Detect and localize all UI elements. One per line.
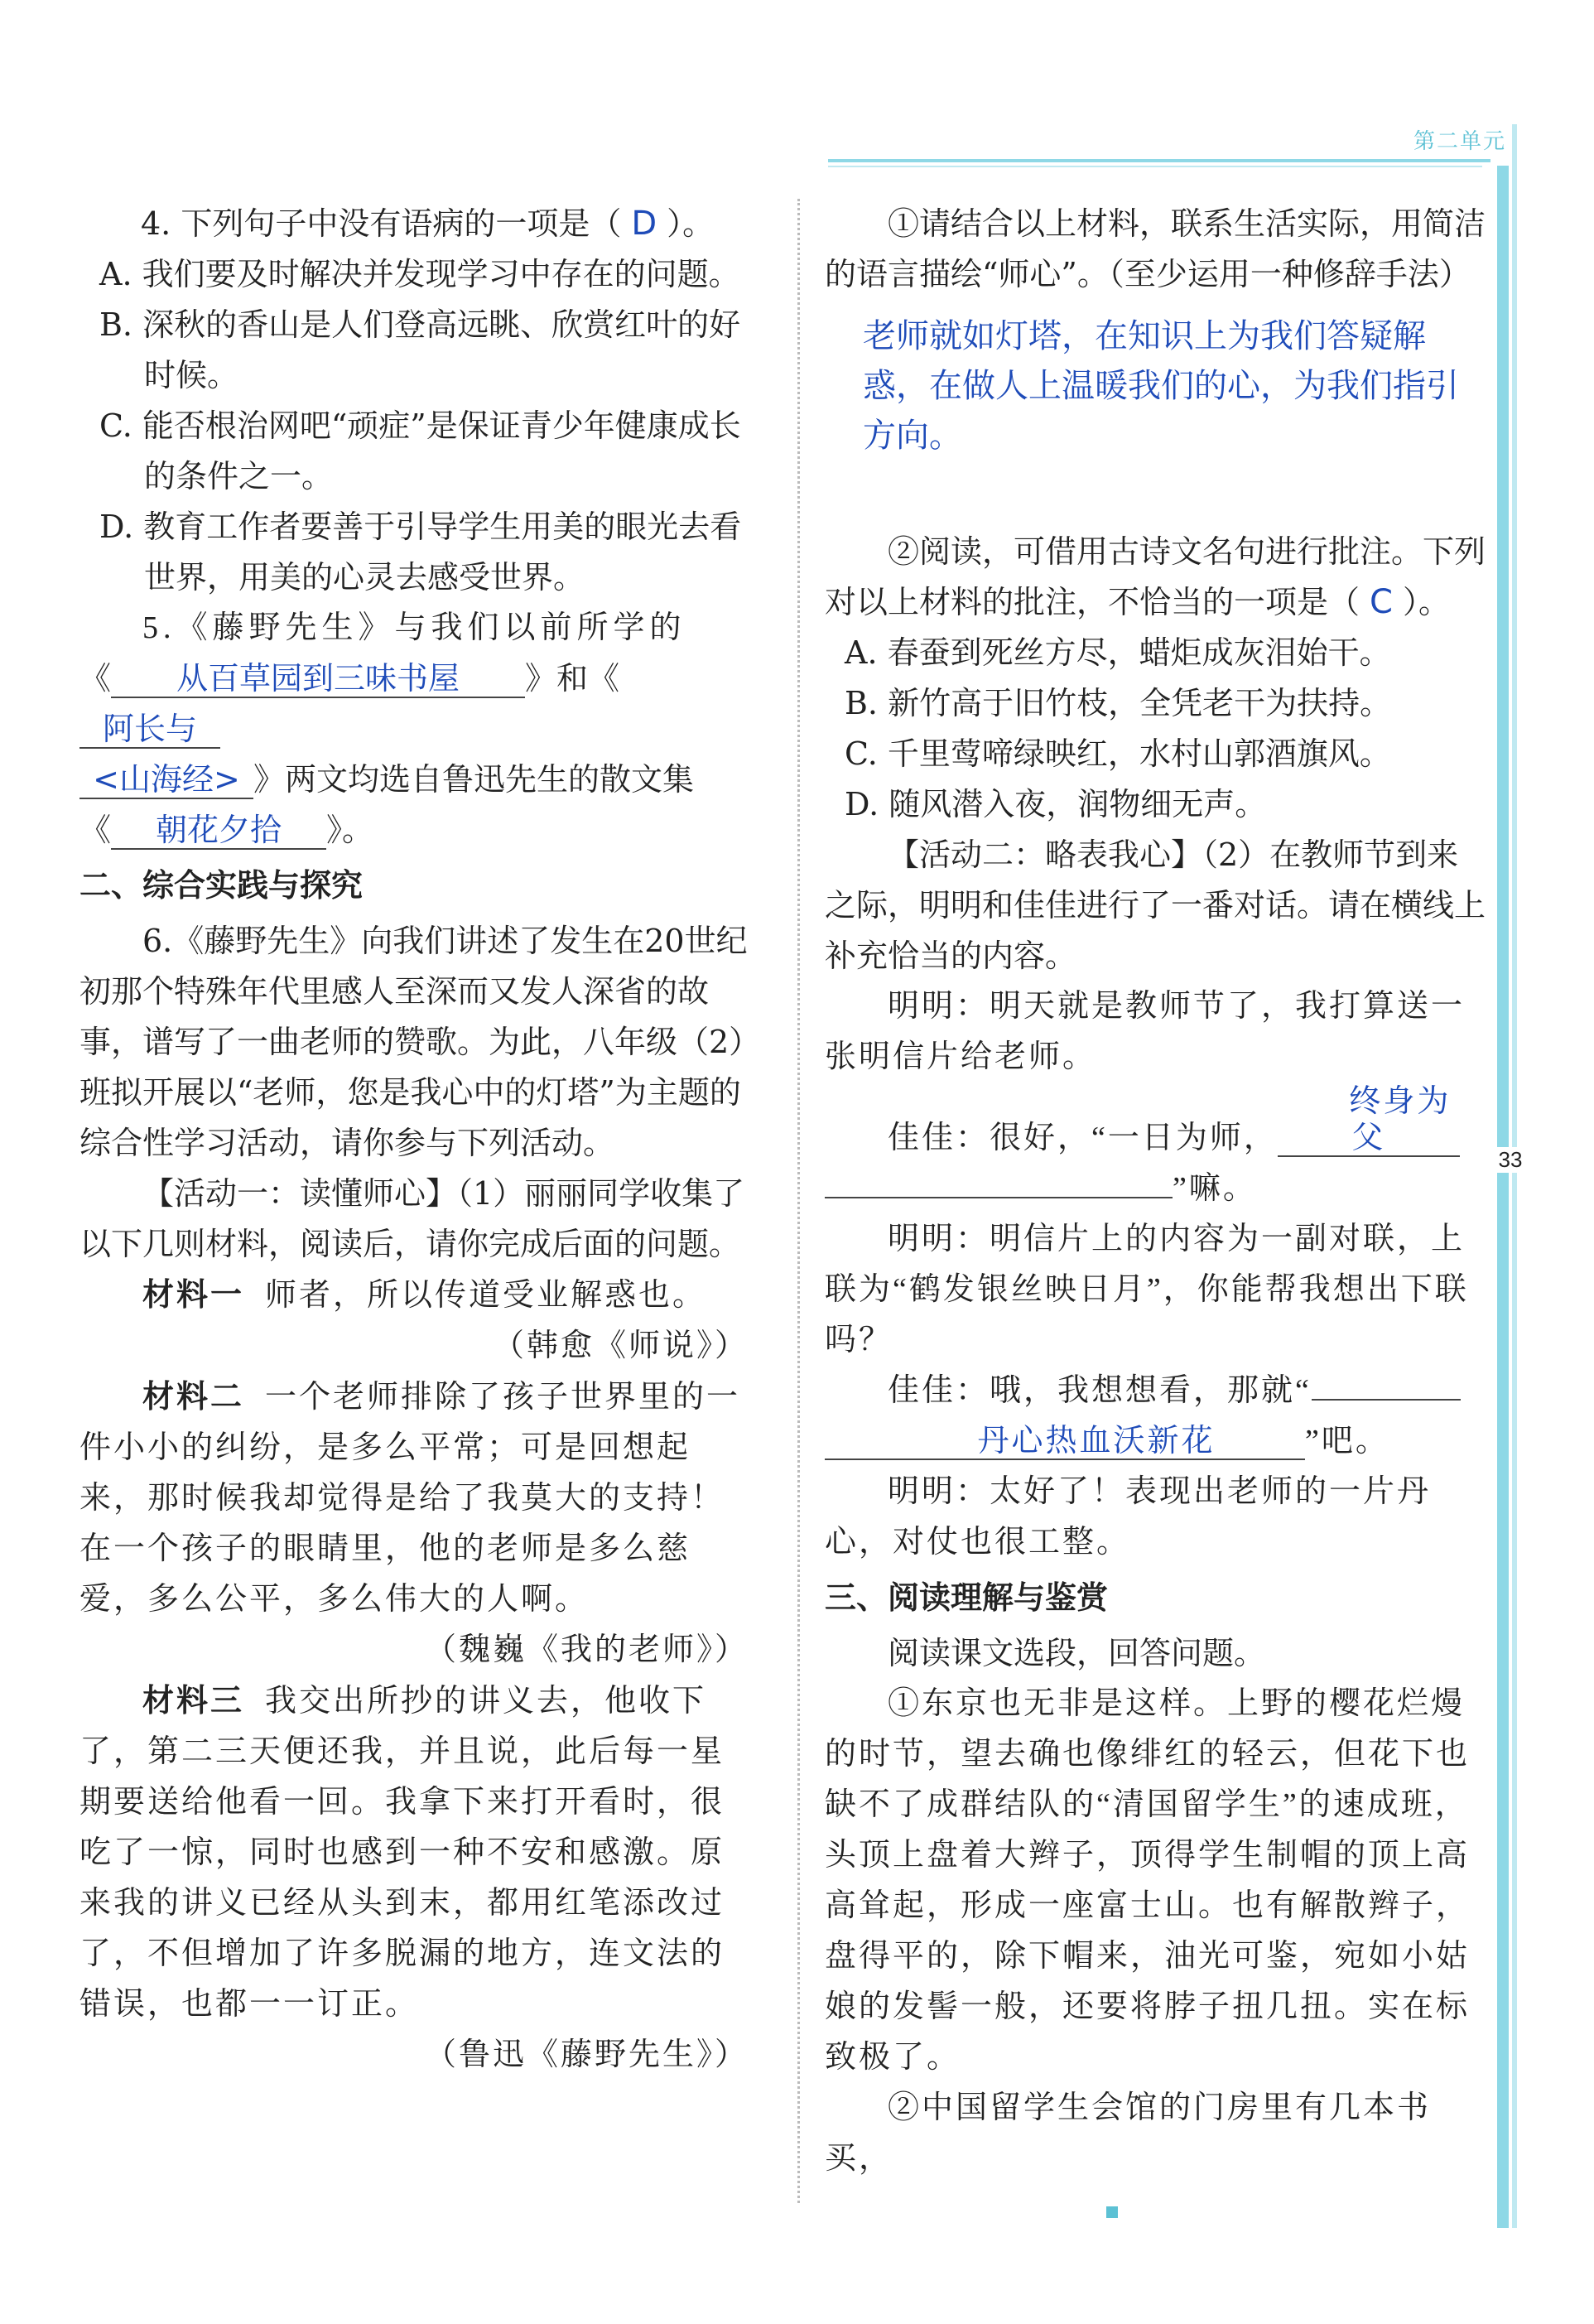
right-margin-bar bbox=[1497, 166, 1509, 2228]
unit-label: 第二单元 bbox=[1413, 129, 1506, 154]
activity-1: 【活动一：读懂师心】（1）丽丽同学收集了以下几则材料，阅读后，请你完成后面的问题。 bbox=[79, 1175, 745, 1262]
question-4-text: 4. 下列句子中没有语病的一项是（ bbox=[141, 205, 622, 242]
bracket-open-2: 《 bbox=[79, 812, 112, 848]
question-4-option-c: C. 能否根治网吧“顽症”是保证青少年健康成长的条件之一。 bbox=[99, 407, 741, 494]
activity-2: 【活动二：略表我心】（2）在教师节到来之际，明明和佳佳进行了一番对话。请在横线上补充恰当的内容。 bbox=[825, 837, 1486, 974]
dialog-3: 明明：明信片上的内容为一副对联，上联为“鹤发银丝映日月”，你能帮我想出下联吗？ bbox=[825, 1222, 1469, 1357]
reading-paragraph-1: ①东京也无非是这样。上野的樱花烂熳的时节，望去确也像绯红的轻云，但花下也缺不了成群结队的“清国留学生”的速成班，头顶上盘着大辫子，顶得学生制帽的顶上高高耸起，形成一座富士山。也有解散辫子，盘得平的，除下帽来，油光可鉴，宛如小姑娘的发髻一般，还要将脖子扭几扭。实在标致极了。 bbox=[825, 1686, 1471, 2075]
question-4-answer: D bbox=[631, 205, 657, 243]
question-6-intro: 6.《藤野先生》向我们讲述了发生在20世纪初那个特殊年代里感人至深而又发人深省的故事，谱写了一曲老师的赞歌。为此，八年级（2）班拟开展以“老师，您是我心中的灯塔”为主题的综合性学习活动，请你参与下列活动。 bbox=[79, 923, 748, 1161]
sub-question-1-answer: 老师就如灯塔，在知识上为我们答疑解惑，在做人上温暖我们的心，为我们指引方向。 bbox=[863, 317, 1459, 455]
bracket-open: 《 bbox=[79, 660, 112, 697]
sub-question-2-option-c: C. 千里莺啼绿映红，水村山郭酒旗风。 bbox=[845, 735, 1391, 772]
question-5-line2 bbox=[79, 653, 749, 755]
sub-question-2-option-b: B. 新竹高于旧竹枝，全凭老干为扶持。 bbox=[845, 685, 1392, 721]
page-number: 33 bbox=[1494, 1147, 1527, 1173]
question-4-close: ）。 bbox=[667, 205, 715, 242]
material-2-text: 一个老师排除了孩子世界里的一件小小的纠纷，是多么平常；可是回想起来，那时候我却觉得是给了我莫大的支持！在一个孩子的眼睛里，他的老师是多么慈爱，多么公平，多么伟大的人啊。 bbox=[79, 1380, 741, 1617]
dialog-1: 明明：明天就是教师节了，我打算送一张明信片给老师。 bbox=[825, 989, 1466, 1074]
question-5-line1: 5.《藤野先生》与我们以前所学的 bbox=[142, 610, 686, 645]
answer-blank-2: 阿长与 bbox=[79, 711, 220, 749]
dialog-2-blank-continued bbox=[825, 1197, 1173, 1198]
material-2 bbox=[79, 1372, 749, 1625]
dialog-4-blank-start bbox=[1312, 1399, 1461, 1401]
material-1 bbox=[79, 1270, 749, 1321]
question-4-option-b: B. 深秋的香山是人们登高远眺、欣赏红叶的好时候。 bbox=[99, 306, 741, 393]
dialog-4 bbox=[825, 1366, 1487, 1467]
answer-blank-1: 从百草园到三味书屋 bbox=[111, 660, 525, 698]
dialog-2-text: 佳佳：很好，“一日为师， bbox=[888, 1121, 1278, 1155]
dialog-2 bbox=[825, 1082, 1487, 1214]
answer-blank-3: <山海经> bbox=[79, 761, 253, 799]
material-3-text: 我交出所抄的讲义去，他收下了，第二三天便还我，并且说，此后每一星期要送给他看一回。我拿下来打开看时，很吃了一惊，同时也感到一种不安和感激。原来我的讲义已经从头到末，都用红笔添改过了，不但增加了许多脱漏的地方，连文法的错误，也都一一订正。 bbox=[79, 1684, 725, 2022]
question-5-tail: 》两文均选自鲁迅先生的散文集 bbox=[253, 761, 695, 798]
question-5-line3 bbox=[79, 755, 749, 805]
sub-question-1: ①请结合以上材料，联系生活实际，用简洁的语言描绘“师心”。（至少运用一种修辞手法） bbox=[825, 205, 1486, 292]
right-column bbox=[825, 199, 1487, 2184]
dialog-4-close: ”吧。 bbox=[1305, 1424, 1389, 1459]
section-3-intro: 阅读课文选段，回答问题。 bbox=[888, 1635, 1266, 1671]
reading-paragraph-2: ②中国留学生会馆的门房里有几本书买， bbox=[825, 2090, 1432, 2176]
section-3-title: 三、阅读理解与鉴赏 bbox=[825, 1579, 1109, 1616]
sub-question-2-close: ）。 bbox=[1402, 584, 1450, 620]
material-2-label: 材料二 bbox=[142, 1378, 245, 1415]
sub-question-2-option-d: D. 随风潜入夜，润物细无声。 bbox=[845, 786, 1267, 822]
sub-question-2-answer: C bbox=[1370, 583, 1393, 621]
material-3-label: 材料三 bbox=[142, 1682, 245, 1719]
bracket-mid: 》和《 bbox=[525, 660, 620, 697]
header-rule-thin bbox=[828, 166, 1482, 167]
sub-question-2-text: ②阅读，可借用古诗文名句进行批注。下列对以上材料的批注，不恰当的一项是（ bbox=[825, 533, 1486, 620]
material-1-text: 师者，所以传道受业解惑也。 bbox=[265, 1278, 707, 1313]
bracket-close: 》。 bbox=[326, 812, 374, 848]
dialog-2-close: ”嘛。 bbox=[1173, 1171, 1257, 1206]
question-5-line4 bbox=[79, 805, 749, 856]
sub-question-2 bbox=[825, 527, 1487, 628]
column-divider bbox=[797, 199, 800, 2203]
section-2-title: 二、综合实践与探究 bbox=[79, 867, 364, 904]
material-1-label: 材料一 bbox=[142, 1276, 245, 1313]
left-column bbox=[79, 199, 749, 2081]
answer-blank-4: 朝花夕拾 bbox=[111, 812, 326, 850]
dialog-4-answer-blank: 丹心热血沃新花 bbox=[825, 1422, 1305, 1460]
question-4-stem bbox=[79, 199, 749, 249]
question-4-option-a: A. 我们要及时解决并发现学习中存在的问题。 bbox=[99, 256, 740, 292]
material-2-source: （魏巍《我的老师》） bbox=[424, 1632, 749, 1667]
material-1-source: （韩愈《师说》） bbox=[492, 1328, 749, 1363]
question-4-option-d: D. 教育工作者要善于引导学生用美的眼光去看世界，用美的心灵去感受世界。 bbox=[99, 509, 742, 595]
material-3-source: （鲁迅《藤野先生》） bbox=[424, 2037, 749, 2072]
dialog-5: 明明：太好了！表现出老师的一片丹心，对仗也很工整。 bbox=[825, 1474, 1432, 1560]
material-3 bbox=[79, 1675, 749, 2030]
right-margin-bar-thin bbox=[1512, 124, 1517, 2228]
dialog-2-answer-blank: 终身为父 bbox=[1278, 1082, 1460, 1157]
dialog-4-text: 佳佳：哦，我想想看，那就“ bbox=[888, 1373, 1312, 1408]
corner-square-decoration bbox=[1106, 2206, 1118, 2218]
sub-question-2-option-a: A. 春蚕到死丝方尽，蜡炬成灰泪始干。 bbox=[845, 634, 1391, 671]
header-rule bbox=[828, 159, 1490, 162]
